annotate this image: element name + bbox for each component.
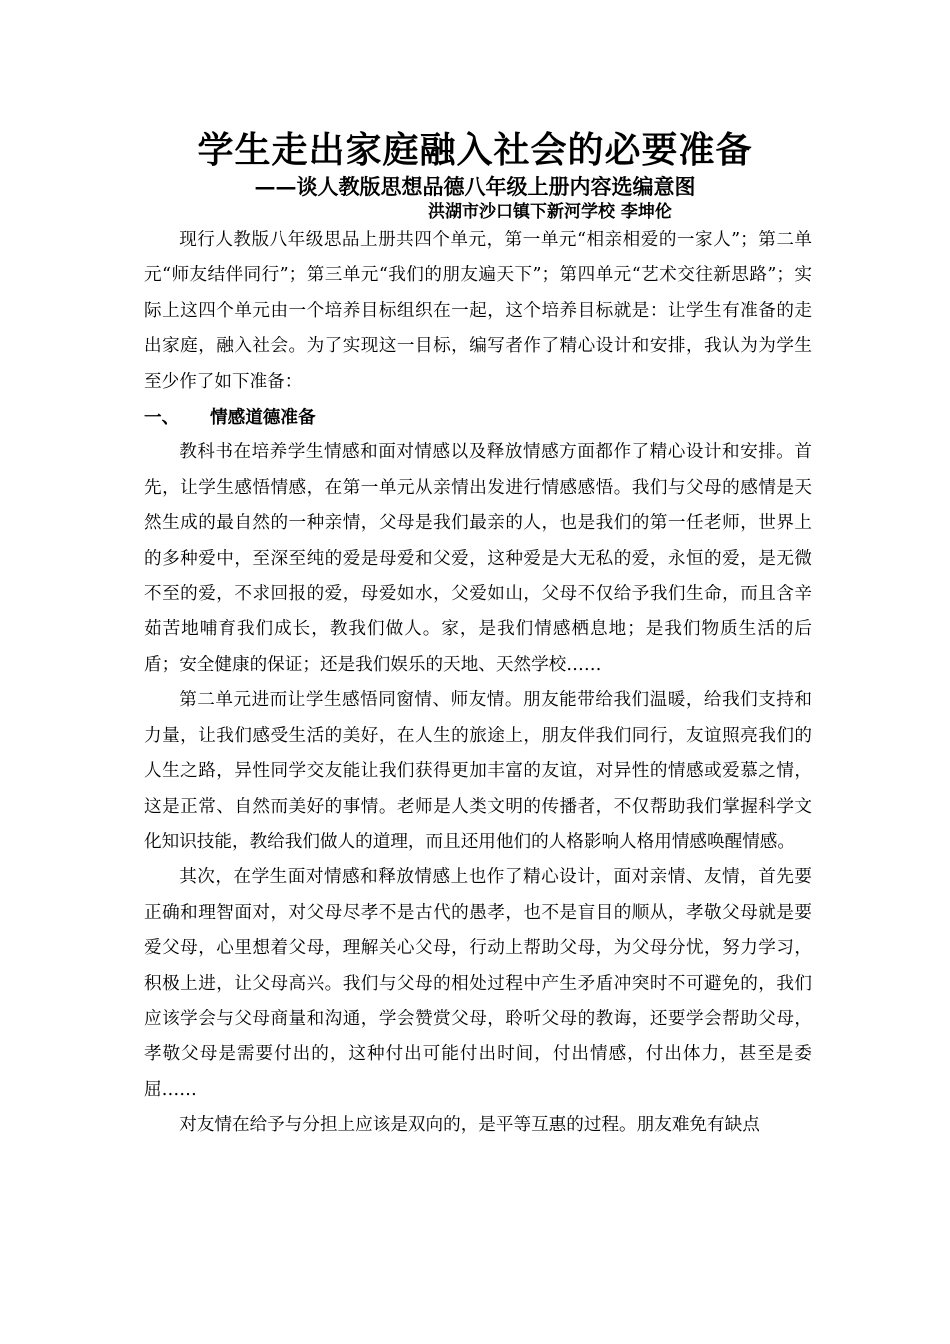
body-paragraph: 对友情在给予与分担上应该是双向的，是平等互惠的过程。朋友难免有缺点	[179, 1115, 760, 1136]
document-title: 学生走出家庭融入社会的必要准备	[197, 129, 753, 171]
body-paragraph: 教科书在培养学生情感和面对情感以及释放情感方面都作了精心设计和安排。首先，让学生感悟情感，在第一单元从亲情出发进行情感感悟。我们与父母的感情是天然生成的最自然的一种亲情，父母是我们最亲的人，也是我们的第一任老师，世界上的多种爱中，至深至纯的爱是母爱和父爱，这种爱是大无私的爱，永恒的爱，是无微不至的爱，不求回报的爱，母爱如水，父爱如山，父母不仅给予我们生命，而且含辛茹苦地哺育我们成长，教我们做人。家，是我们情感栖息地；是我们物质生活的后盾；安全健康的保证；还是我们娱乐的天地、天然学校……	[144, 442, 812, 675]
intro-paragraph: 现行人教版八年级思品上册共四个单元，第一单元“相亲相爱的一家人”；第二单元“师友结伴同行”；第三单元“我们的朋友遍天下”；第四单元“艺术交往新思路”；实际上这四个单元由一个培养目标组织在一起，这个培养目标就是：让学生有准备的走出家庭，融入社会。为了实现这一目标，编写者作了精心设计和安排，我认为为学生至少作了如下准备：	[144, 230, 812, 392]
body-paragraph: 其次，在学生面对情感和释放情感上也作了精心设计，面对亲情、友情，首先要正确和理智面对，对父母尽孝不是古代的愚孝，也不是盲目的顺从，孝敬父母就是要爱父母，心里想着父母，理解关心父母，行动上帮助父母，为父母分忧，努力学习，积极上进，让父母高兴。我们与父母的相处过程中产生矛盾冲突时不可避免的，我们应该学会与父母商量和沟通，学会赞赏父母，聆听父母的教诲，还要学会帮助父母，孝敬父母是需要付出的，这种付出可能付出时间，付出情感，付出体力，甚至是委屈……	[144, 867, 812, 1100]
body-paragraph: 第二单元进而让学生感悟同窗情、师友情。朋友能带给我们温暖，给我们支持和力量，让我们感受生活的美好，在人生的旅途上，朋友伴我们同行，友谊照亮我们的人生之路，异性同学交友能让我们获得更加丰富的友谊，对异性的情感或爱慕之情，这是正常、自然而美好的事情。老师是人类文明的传播者，不仅帮助我们掌握科学文化知识技能，教给我们做人的道理，而且还用他们的人格影响人格用情感唤醒情感。	[144, 690, 812, 852]
section-number: 一、	[144, 407, 180, 429]
section-title: 情感道德准备	[210, 407, 316, 429]
document-subtitle: ——谈人教版思想品德八年级上册内容选编意图	[254, 174, 696, 199]
section-heading	[144, 400, 812, 435]
document-author: 洪湖市沙口镇下新河学校 李坤伦	[428, 202, 672, 222]
document-body	[144, 223, 812, 1144]
